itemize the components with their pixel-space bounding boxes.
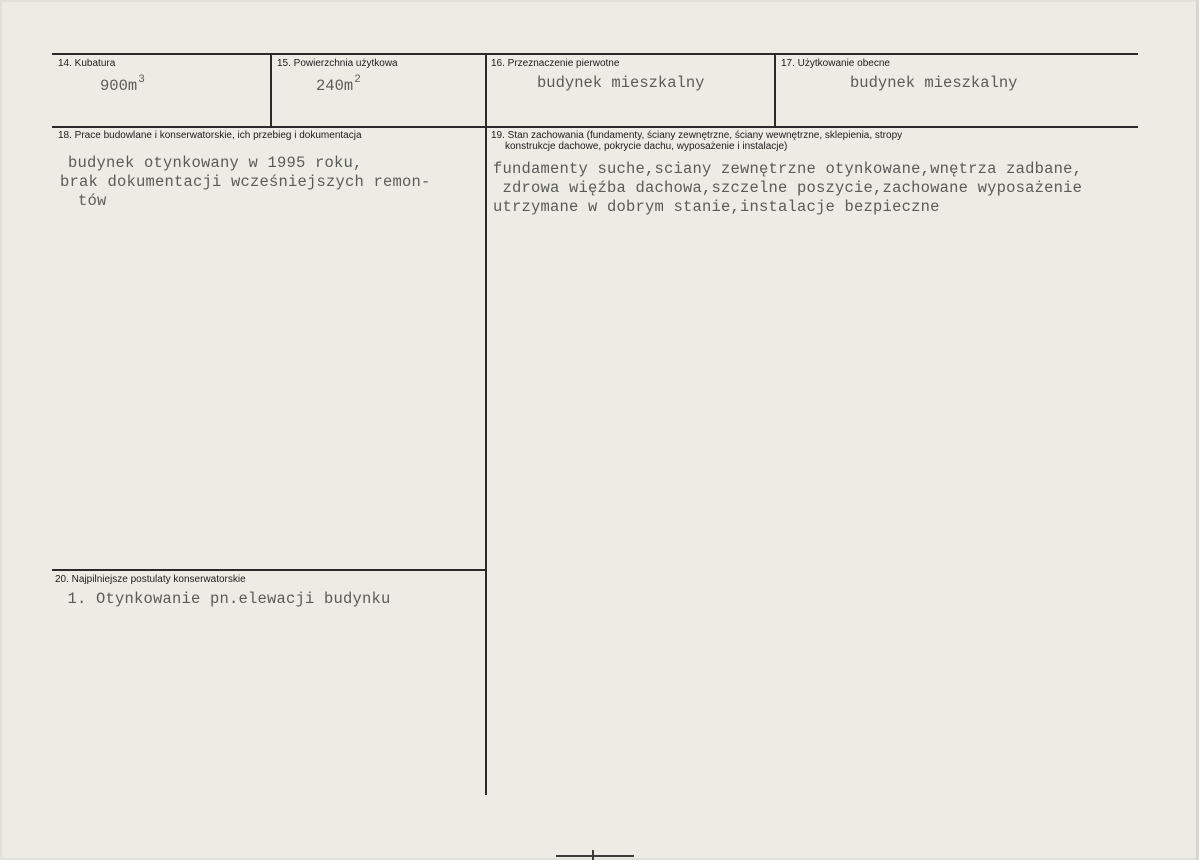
- field-19-line: zdrowa więźba dachowa,szczelne poszycie,zachowane wyposażenie: [493, 179, 1083, 197]
- field-18-line: budynek otynkowany w 1995 roku,: [68, 154, 363, 172]
- field-20-text: [58, 590, 391, 609]
- field-19-label-line2: konstrukcje dachowe, pokrycie dachu, wyposażenie i instalacje): [505, 141, 788, 152]
- field-17-label: 17. Użytkowanie obecne: [781, 58, 890, 69]
- top-rule: [52, 53, 1138, 55]
- field-19-label: [491, 130, 1011, 152]
- field-15-label: 15. Powierzchnia użytkowa: [277, 58, 398, 69]
- field-16-value: budynek mieszkalny: [537, 74, 705, 92]
- field-18-line: brak dokumentacji wcześniejszych remon-: [60, 173, 431, 191]
- field-19-label-line1: 19. Stan zachowania (fundamenty, ściany zewnętrzne, ściany wewnętrzne, sklepienia, stropy: [491, 130, 903, 141]
- divider-main: [485, 53, 487, 795]
- field-19-text: [493, 160, 1082, 217]
- field-15-sup: 2: [354, 74, 361, 86]
- field-16-label: 16. Przeznaczenie pierwotne: [491, 58, 620, 69]
- field-14-sup: 3: [138, 74, 145, 86]
- row1-bottom-rule: [52, 126, 1138, 128]
- field-20-line: 1. Otynkowanie pn.elewacji budynku: [58, 590, 391, 608]
- field-19-line: utrzymane w dobrym stanie,instalacje bezpieczne: [493, 198, 940, 216]
- field-18-line: tów: [78, 192, 107, 210]
- divider-14-15: [270, 53, 272, 127]
- field-14-value: [100, 74, 145, 95]
- field-19-line: fundamenty suche,sciany zewnętrzne otynkowane,wnętrza zadbane,: [493, 160, 1083, 178]
- field-20-label: 20. Najpilniejsze postulaty konserwatorskie: [55, 574, 246, 585]
- field-14-label: 14. Kubatura: [58, 58, 116, 69]
- field-17-value: budynek mieszkalny: [850, 74, 1018, 92]
- field-15-number: 240m: [316, 77, 354, 95]
- divider-16-17: [774, 53, 776, 127]
- field-18-label: 18. Prace budowlane i konserwatorskie, ich przebieg i dokumentacja: [58, 130, 362, 141]
- field-14-number: 900m: [100, 77, 138, 95]
- field-18-text: [60, 154, 431, 211]
- bottom-alignment-mark: [556, 855, 634, 857]
- field-15-value: [316, 74, 361, 95]
- bottom-alignment-tick: [592, 850, 594, 860]
- field20-top-rule: [52, 569, 486, 571]
